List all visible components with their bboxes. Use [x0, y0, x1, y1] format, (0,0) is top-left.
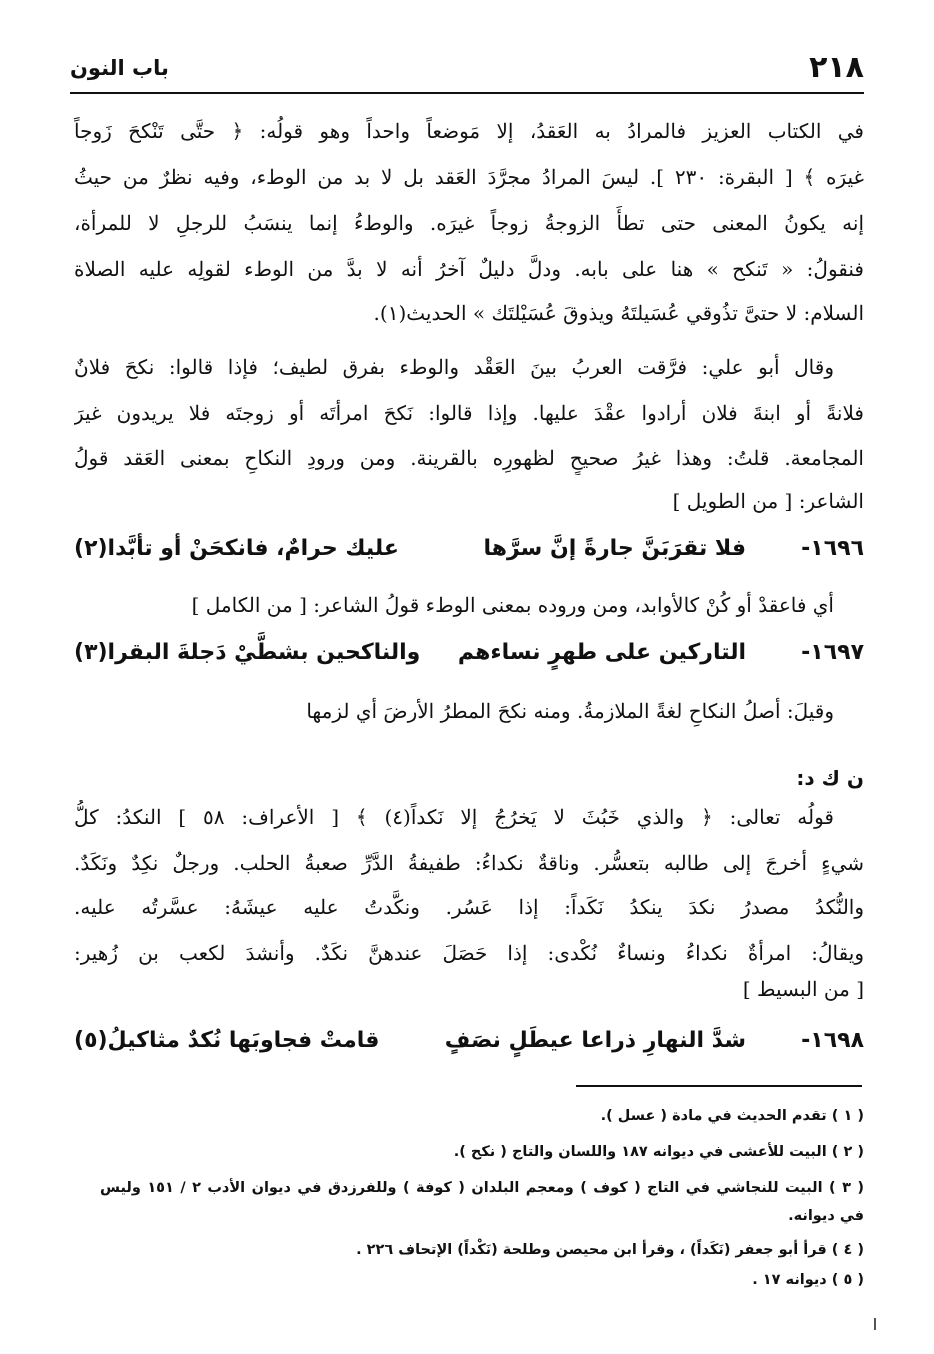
text-line: إنه يكونُ المعنى حتى تطأَ الزوجةُ زوجاً غيرَه. والوطءُ إنما ينسَبُ للرجلِ لا للمرأة،	[74, 211, 864, 235]
verse-number: ١٦٩٦-	[801, 536, 864, 561]
verse-1697	[74, 630, 864, 676]
text-line: والنُّكدُ مصدرُ نكدَ ينكدُ نَكَداً: إذا عَسُر. ونكَّدتُ عليه عيشَهُ: عسَّرتُه عليه.	[74, 895, 864, 919]
verse-1698	[74, 1018, 864, 1064]
text-line: في الكتاب العزيز فالمرادُ به العَقدُ، إلا مَوضعاً واحداً وهو قولُه: ﴿ حتَّى تَنْكحَ زَوجاً	[74, 119, 864, 143]
footnote-continuation: في ديوانه.	[788, 1208, 864, 1224]
text-line: وقال أبو علي: فرَّقت العربُ بينَ العَقْد والوطء بفرق لطيف؛ فإذا قالوا: نكحَ فلانٌ	[74, 355, 834, 379]
text-line: وقيلَ: أصلُ النكاحِ لغةً الملازمةُ. ومنه نكحَ المطرُ الأرضَ أي لزمها	[306, 699, 834, 723]
text-line: الشاعر: [ من الطويل ]	[672, 489, 864, 513]
verse-second-hemistich: قامتْ فجاوبَها نُكدٌ مثاكيلُ(٥)	[74, 1028, 380, 1053]
text-line: السلام: لا حتىَّ تذُوقي عُسَيلتَهُ ويذوقَ عُسَيْلتَك » الحديث(١).	[373, 301, 864, 325]
footnote: ( ٣ ) البيت للنجاشي في التاج ( كوف ) ومعجم البلدان ( كوفة ) وللفرزدق في ديوان الأدب ٢ / ١٥١ وليس	[100, 1180, 864, 1196]
verse-first-hemistich: التاركين على طهرٍ نساءهم	[457, 640, 746, 665]
text-line: فلانةً أو ابنةَ فلان أرادوا عقْدَ عليها. وإذا قالوا: نَكحَ امرأتَه أو زوجتَه فلا يريدون غيرَ	[74, 401, 864, 425]
footnote: ( ٢ ) البيت للأعشى في ديوانه ١٨٧ واللسان والتاج ( نكح ).	[453, 1144, 864, 1160]
page-number: ٢١٨	[809, 50, 864, 85]
footnote: ( ٤ ) قرأ أبو جعفر (نَكَداً) ، وقرأ ابن محيصن وطلحة (نَكْداً) الإتحاف ٢٢٦ .	[356, 1242, 864, 1258]
text-line: أي فاعقدْ أو كُنْ كالأوابد، ومن وروده بمعنى الوطء قولُ الشاعر: [ من الكامل ]	[191, 593, 834, 617]
footnote-divider	[576, 1085, 862, 1087]
verse-second-hemistich: والناكحين بشطَّيْ دَجلةَ البقرا(٣)	[74, 640, 421, 665]
text-line: فنقولُ: « تَنكح » هنا على بابه. ودلَّ دليلٌ آخرُ أنه لا بدَّ من الوطء لقولِه عليه الصلاة	[74, 257, 864, 281]
verse-number: ١٦٩٧-	[801, 640, 864, 665]
text-line: المجامعة. قلتُ: وهذا غيرُ صحيحٍ لظهورِه بالقرينة. ومن ورودِ النكاحِ بمعنى العَقد قولُ	[74, 446, 864, 470]
text-line: شيءٍ أخرجَ إلى طالبه بتعسُّر. وناقةٌ نكداءُ: طفيفةُ الدَّرِّ صعبةُ الحلب. ورجلٌ نكِدٌ ونَكَدٌ.	[74, 851, 864, 875]
entry-heading: ن ك د:	[796, 766, 864, 790]
verse-first-hemistich: فلا تقرَبَنَّ جارةً إنَّ سرَّها	[483, 536, 746, 561]
text-line: ويقالُ: امرأةٌ نكداءُ ونساءٌ نُكْدى: إذا حَصَلَ عندهنَّ نكَدٌ. وأنشدَ لكعب بن زُهير:	[74, 941, 864, 965]
footnote: ( ٥ ) ديوانه ١٧ .	[752, 1272, 864, 1288]
chapter-title: باب النون	[70, 56, 169, 80]
verse-number: ١٦٩٨-	[801, 1028, 864, 1053]
verse-1696	[74, 526, 864, 572]
footnote: ( ١ ) تقدم الحديث في مادة ( عسل ).	[600, 1108, 864, 1124]
verse-first-hemistich: شدَّ النهارِ ذراعا عيطَلٍ نصَفٍ	[444, 1028, 746, 1053]
page-header	[70, 46, 864, 94]
text-line: غيرَه ﴾ [ البقرة: ٢٣٠ ]. ليسَ المرادُ مجرَّدَ العَقد بل لا بد من الوطء، وفيه نظرٌ من حيثُ	[74, 165, 864, 189]
margin-mark	[874, 1318, 876, 1330]
text-line: [ من البسيط ]	[742, 977, 864, 1001]
text-line: قولُه تعالى: ﴿ والذي خَبُثَ لا يَخرُجُ إلا نَكداً(٤) ﴾ [ الأعراف: ٥٨ ] النكدُ: كلُّ	[74, 805, 834, 829]
verse-second-hemistich: عليك حرامٌ، فانكحَنْ أو تأبَّدا(٢)	[74, 536, 399, 561]
